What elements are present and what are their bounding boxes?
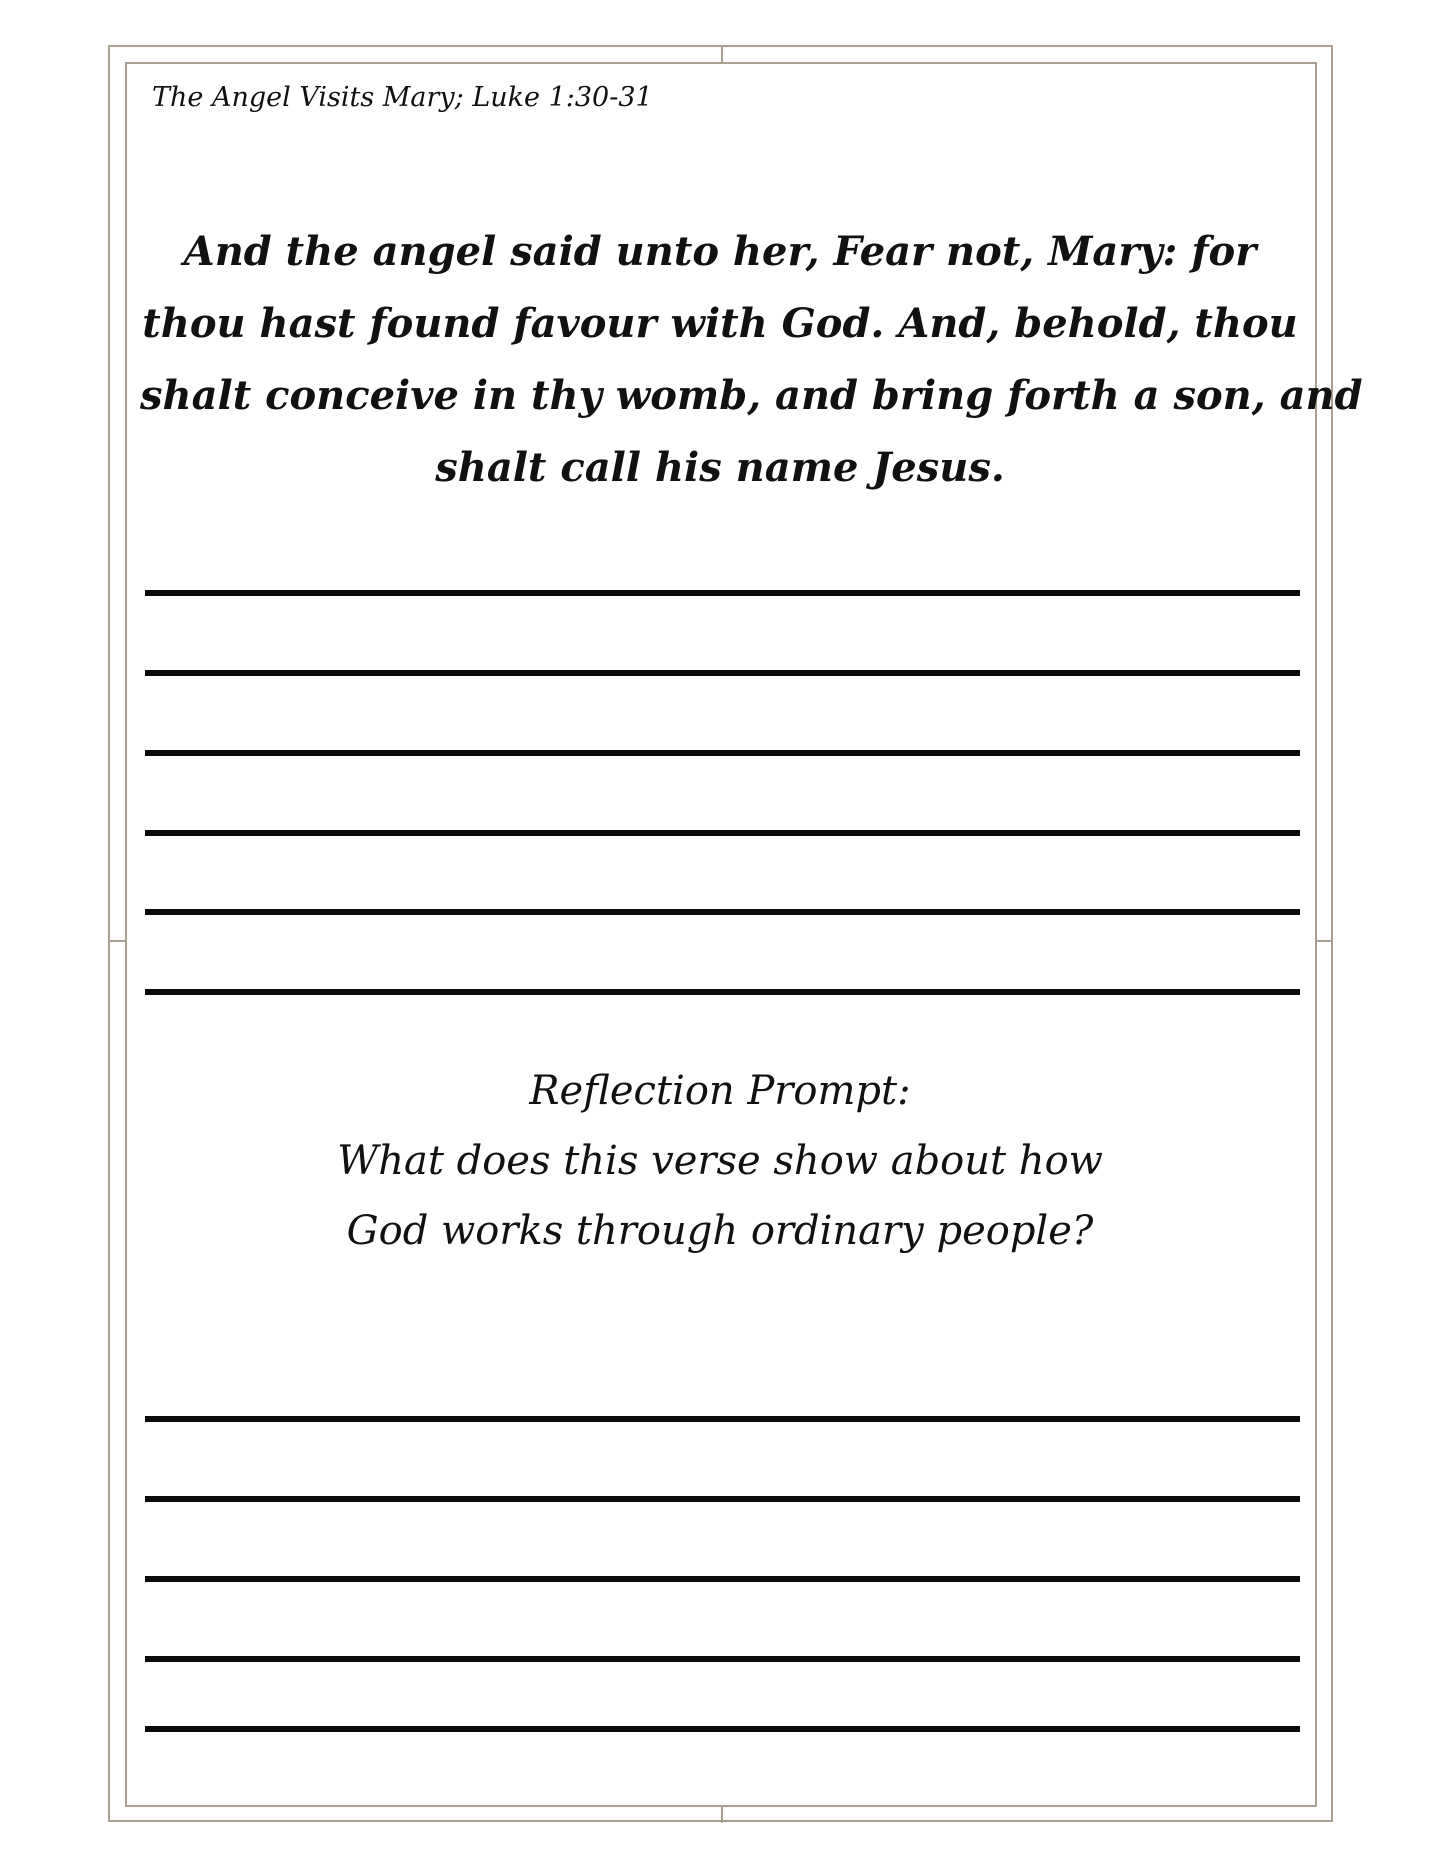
- writing-line[interactable]: [145, 1656, 1300, 1662]
- writing-line[interactable]: [145, 1576, 1300, 1582]
- writing-line[interactable]: [145, 750, 1300, 756]
- writing-line[interactable]: [145, 989, 1300, 995]
- verse-line: And the angel said unto her, Fear not, Mary: for: [183, 228, 1257, 275]
- writing-line[interactable]: [145, 590, 1300, 596]
- writing-line[interactable]: [145, 909, 1300, 915]
- writing-line[interactable]: [145, 670, 1300, 676]
- reflection-heading: Reflection Prompt:: [529, 1068, 911, 1114]
- verse-line: shalt conceive in thy womb, and bring forth a son, and: [140, 372, 1363, 419]
- reflection-prompt: [140, 1056, 1300, 1266]
- writing-line[interactable]: [145, 830, 1300, 836]
- writing-line[interactable]: [145, 1496, 1300, 1502]
- reflection-question-line: God works through ordinary people?: [346, 1208, 1094, 1254]
- writing-line[interactable]: [145, 1726, 1300, 1732]
- verse-line: shalt call his name Jesus.: [435, 444, 1005, 491]
- writing-line[interactable]: [145, 1416, 1300, 1422]
- verse-line: thou hast found favour with God. And, behold, thou: [142, 300, 1298, 347]
- border-tick-top: [721, 46, 723, 63]
- worksheet-title: The Angel Visits Mary; Luke 1:30-31: [152, 82, 653, 113]
- border-tick-bottom: [721, 1806, 723, 1823]
- border-tick-right: [1316, 940, 1333, 942]
- border-tick-left: [109, 940, 126, 942]
- reflection-question-line: What does this verse show about how: [337, 1138, 1103, 1184]
- verse-text: [140, 216, 1363, 504]
